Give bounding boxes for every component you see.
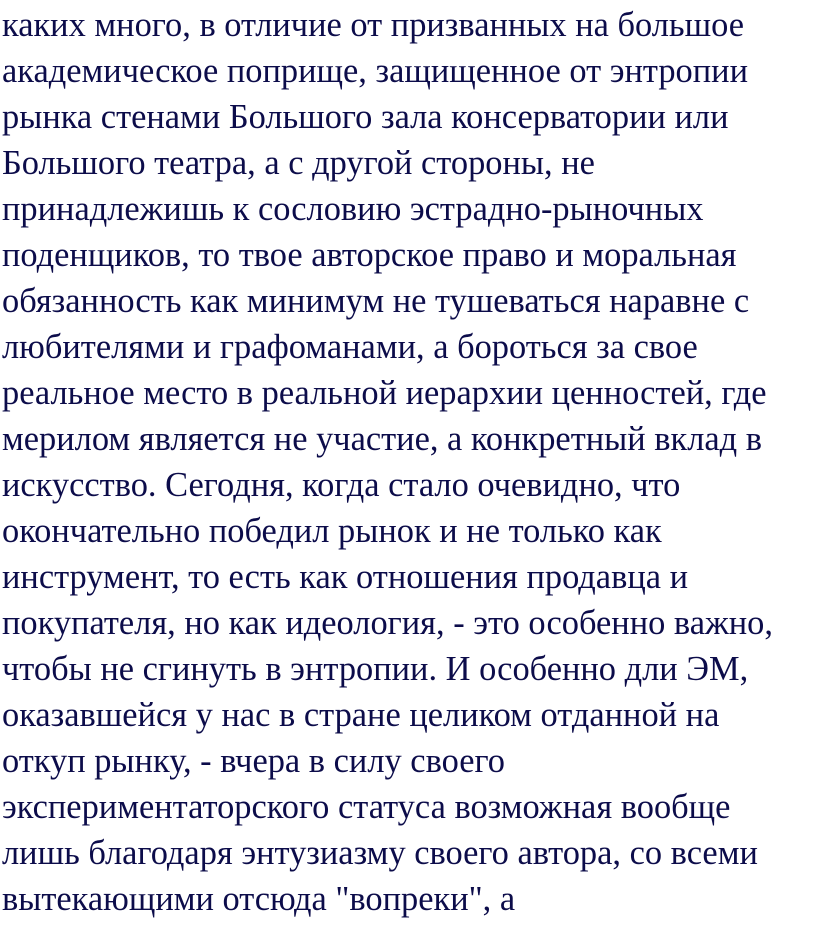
text-line: покупателя, но как идеология, - это особенно важно, <box>2 604 773 642</box>
text-line: Большого театра, а с другой стороны, не <box>2 144 595 182</box>
text-line: любителями и графоманами, а бороться за свое <box>2 328 698 366</box>
text-line: экспериментаторского статуса возможная вообще <box>2 788 731 826</box>
text-line: инструмент, то есть как отношения продавца и <box>2 558 689 596</box>
text-line: вытекающими отсюда "вопреки", а <box>2 880 516 918</box>
text-line: академическое поприще, защищенное от энтропии <box>2 52 749 90</box>
text-line: мерилом является не участие, а конкретный вклад в <box>2 420 763 458</box>
text-line: лишь благодаря энтузиазму своего автора, со всеми <box>2 834 758 872</box>
text-line: окончательно победил рынок и не только как <box>2 512 662 550</box>
text-line: искусство. Сегодня, когда стало очевидно, что <box>2 466 681 504</box>
text-line: обязанность как минимум не тушеваться наравне с <box>2 282 750 320</box>
text-line: реальное место в реальной иерархии ценностей, где <box>2 374 767 412</box>
text-line: рынка стенами Большого зала консерватории или <box>2 98 729 136</box>
text-line: принадлежишь к сословию эстрадно-рыночных <box>2 190 704 228</box>
text-line: поденщиков, то твое авторское право и моральная <box>2 236 737 274</box>
text-body <box>2 2 816 922</box>
text-line: каких много, в отличие от призванных на большое <box>2 6 745 44</box>
text-line: оказавшейся у нас в стране целиком отданной на <box>2 696 720 734</box>
text-line: откуп рынку, - вчера в силу своего <box>2 742 505 780</box>
text-line: чтобы не сгинуть в энтропии. И особенно дли ЭМ, <box>2 650 749 688</box>
